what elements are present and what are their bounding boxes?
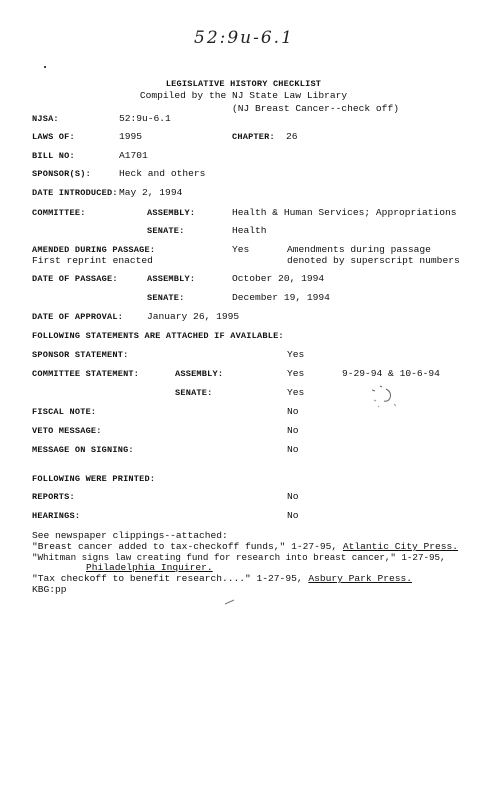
clipping-2: "Whitman signs law creating fund for research into breast cancer," 1-27-95, bbox=[32, 552, 446, 563]
clipping-1-source: Atlantic City Press. bbox=[342, 541, 459, 552]
clipping-3 bbox=[32, 573, 412, 584]
hearings-value: No bbox=[287, 510, 299, 521]
veto-message-value: No bbox=[287, 425, 299, 436]
approval-value: January 26, 1995 bbox=[147, 311, 240, 322]
signing-message-value: No bbox=[287, 444, 299, 455]
printed-heading: FOLLOWING WERE PRINTED: bbox=[32, 474, 156, 484]
amended-label: AMENDED DURING PASSAGE: bbox=[32, 245, 156, 255]
committee-statement-assembly-label: ASSEMBLY: bbox=[175, 369, 224, 379]
clipping-1-text: "Breast cancer added to tax-checkoff funds," 1-27-95, bbox=[32, 541, 343, 552]
passage-senate-label: SENATE: bbox=[147, 293, 185, 303]
sponsor-label: SPONSOR(S): bbox=[32, 169, 91, 179]
approval-label: DATE OF APPROVAL: bbox=[32, 312, 124, 322]
clippings-intro: See newspaper clippings--attached: bbox=[32, 530, 228, 541]
statements-heading: FOLLOWING STATEMENTS ARE ATTACHED IF AVAILABLE: bbox=[32, 331, 284, 341]
passage-assembly-value: October 20, 1994 bbox=[232, 273, 325, 284]
committee-senate-value: Health bbox=[232, 225, 267, 236]
committee-statement-assembly-dates: 9-29-94 & 10-6-94 bbox=[342, 368, 440, 379]
njsa-value: 52:9u-6.1 bbox=[119, 113, 171, 124]
amended-value: Yes bbox=[232, 244, 250, 255]
clipping-3-source: Asbury Park Press. bbox=[308, 573, 412, 584]
document-subtitle: Compiled by the NJ State Law Library bbox=[139, 90, 348, 101]
committee-assembly-label: ASSEMBLY: bbox=[147, 208, 196, 218]
clipping-2-source: Philadelphia Inquirer. bbox=[86, 562, 213, 573]
laws-value: 1995 bbox=[119, 131, 143, 142]
document-title: LEGISLATIVE HISTORY CHECKLIST bbox=[165, 79, 322, 89]
laws-label: LAWS OF: bbox=[32, 132, 75, 142]
passage-label: DATE OF PASSAGE: bbox=[32, 274, 118, 284]
clipping-1 bbox=[32, 541, 458, 552]
bill-value: A1701 bbox=[119, 150, 148, 161]
committee-statement-senate-value: Yes bbox=[287, 387, 305, 398]
passage-senate-value: December 19, 1994 bbox=[232, 292, 330, 303]
amended-note-line-2: denoted by superscript numbers bbox=[287, 255, 460, 266]
typist-initials: KBG:pp bbox=[32, 584, 67, 595]
fiscal-note-value: No bbox=[287, 406, 299, 417]
clipping-3-text: "Tax checkoff to benefit research...." 1-27-95, bbox=[32, 573, 309, 584]
committee-senate-label: SENATE: bbox=[147, 226, 185, 236]
committee-statement-label: COMMITTEE STATEMENT: bbox=[32, 369, 140, 379]
document-note: (NJ Breast Cancer--check off) bbox=[232, 103, 399, 114]
njsa-label: NJSA: bbox=[32, 114, 59, 124]
stray-mark bbox=[44, 66, 46, 68]
committee-label: COMMITTEE: bbox=[32, 208, 86, 218]
handwritten-call-number: 52:9u-6.1 bbox=[194, 28, 294, 48]
committee-statement-senate-label: SENATE: bbox=[175, 388, 213, 398]
committee-assembly-value: Health & Human Services; Appropriations bbox=[232, 207, 457, 218]
committee-statement-assembly-value: Yes bbox=[287, 368, 305, 379]
stray-pen-mark bbox=[224, 598, 238, 606]
chapter-label: CHAPTER: bbox=[232, 132, 275, 142]
reports-value: No bbox=[287, 491, 299, 502]
sponsor-statement-label: SPONSOR STATEMENT: bbox=[32, 350, 129, 360]
sponsor-value: Heck and others bbox=[119, 168, 206, 179]
signing-message-label: MESSAGE ON SIGNING: bbox=[32, 445, 134, 455]
introduced-value: May 2, 1994 bbox=[119, 187, 183, 198]
introduced-label: DATE INTRODUCED: bbox=[32, 188, 118, 198]
chapter-value: 26 bbox=[286, 131, 298, 142]
amended-subtext: First reprint enacted bbox=[32, 255, 153, 266]
passage-assembly-label: ASSEMBLY: bbox=[147, 274, 196, 284]
veto-message-label: VETO MESSAGE: bbox=[32, 426, 102, 436]
amended-note-line-1: Amendments during passage bbox=[287, 244, 431, 255]
fiscal-note-label: FISCAL NOTE: bbox=[32, 407, 97, 417]
handwritten-check-mark bbox=[366, 380, 402, 410]
reports-label: REPORTS: bbox=[32, 492, 75, 502]
bill-label: BILL NO: bbox=[32, 151, 75, 161]
sponsor-statement-value: Yes bbox=[287, 349, 305, 360]
hearings-label: HEARINGS: bbox=[32, 511, 81, 521]
